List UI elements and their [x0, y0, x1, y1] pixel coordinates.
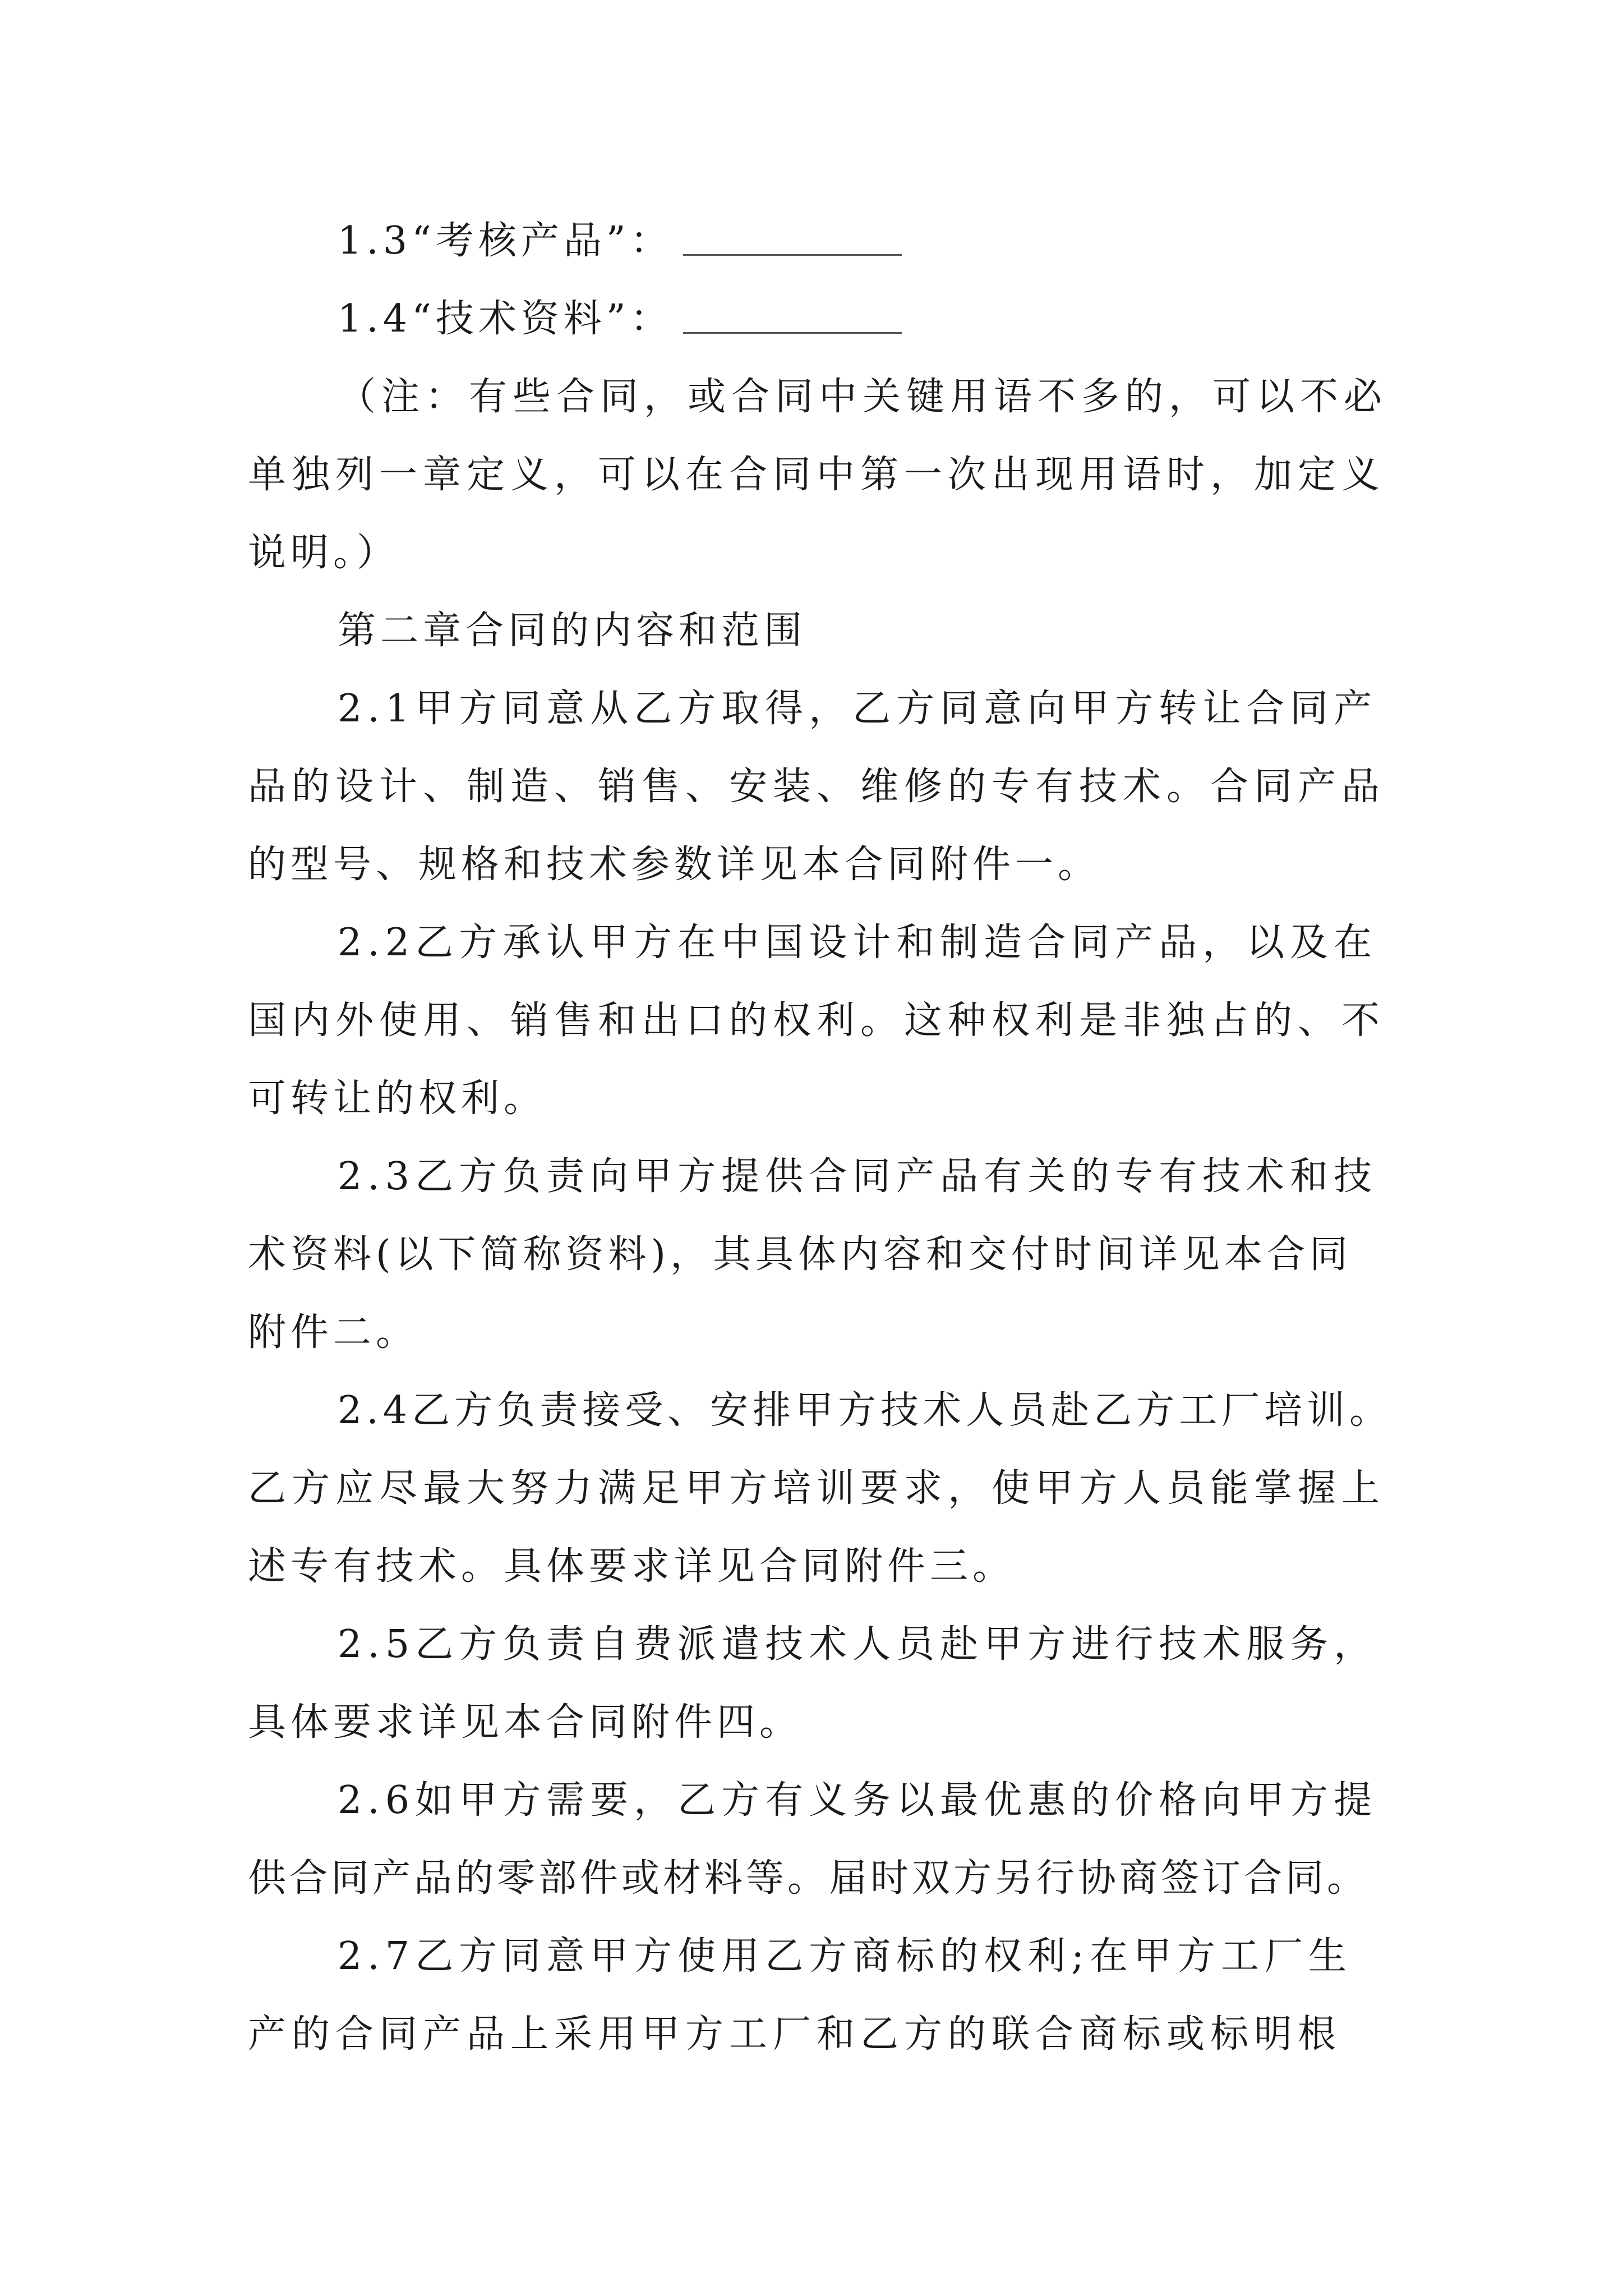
line-text: 1.3“考核产品”：	[338, 219, 673, 263]
fill-in-blank	[683, 220, 902, 256]
clause-2-6-line-1: 2.6如甲方需要，乙方有义务以最优惠的价格向甲方提	[338, 1778, 1378, 1823]
definition-1-4	[248, 280, 1392, 358]
clause-2-3-line-2: 术资料(以下简称资料)，其具体内容和交付时间详见本合同	[248, 1232, 1353, 1277]
definition-1-3	[248, 202, 1392, 280]
line-text: 1.4“技术资料”：	[338, 297, 673, 341]
chapter-heading: 第二章合同的内容和范围	[338, 609, 807, 653]
clause-2-1-line-3: 的型号、规格和技术参数详见本合同附件一。	[248, 843, 1101, 887]
clause-2-2-line-1: 2.2乙方承认甲方在中国设计和制造合同产品，以及在	[338, 921, 1378, 965]
clause-2-4-line-3: 述专有技术。具体要求详见合同附件三。	[248, 1544, 1016, 1589]
clause-2-4-line-2: 乙方应尽最大努力满足甲方培训要求，使甲方人员能掌握上	[248, 1466, 1386, 1511]
clause-2-2-line-3: 可转让的权利。	[248, 1076, 547, 1121]
contract-text	[248, 202, 1392, 2073]
clause-2-1-line-1: 2.1甲方同意从乙方取得，乙方同意向甲方转让合同产	[338, 687, 1378, 731]
fill-in-blank	[683, 298, 902, 334]
clause-2-4-line-1: 2.4乙方负责接受、安排甲方技术人员赴乙方工厂培训。	[338, 1388, 1393, 1433]
note-line-3: 说明。）	[248, 531, 400, 575]
clause-2-1-line-2: 品的设计、制造、销售、安装、维修的专有技术。合同产品	[248, 765, 1386, 809]
clause-2-2-line-2: 国内外使用、销售和出口的权利。这种权利是非独占的、不	[248, 999, 1386, 1043]
note-line-1: （注：有些合同，或合同中关键用语不多的，可以不必	[338, 375, 1388, 419]
clause-2-7-line-1: 2.7乙方同意甲方使用乙方商标的权利;在甲方工厂生	[338, 1934, 1353, 1978]
clause-2-5-line-1: 2.5乙方负责自费派遣技术人员赴甲方进行技术服务，	[338, 1622, 1378, 1667]
note-line-2: 单独列一章定义，可以在合同中第一次出现用语时，加定义	[248, 453, 1386, 497]
clause-2-5-line-2: 具体要求详见本合同附件四。	[248, 1700, 803, 1745]
clause-2-3-line-1: 2.3乙方负责向甲方提供合同产品有关的专有技术和技	[338, 1154, 1378, 1199]
clause-2-3-line-3: 附件二。	[248, 1310, 419, 1355]
clause-2-7-line-2: 产的合同产品上采用甲方工厂和乙方的联合商标或标明根	[248, 2012, 1342, 2056]
clause-2-6-line-2: 供合同产品的零部件或材料等。届时双方另行协商签订合同。	[248, 1856, 1369, 1901]
